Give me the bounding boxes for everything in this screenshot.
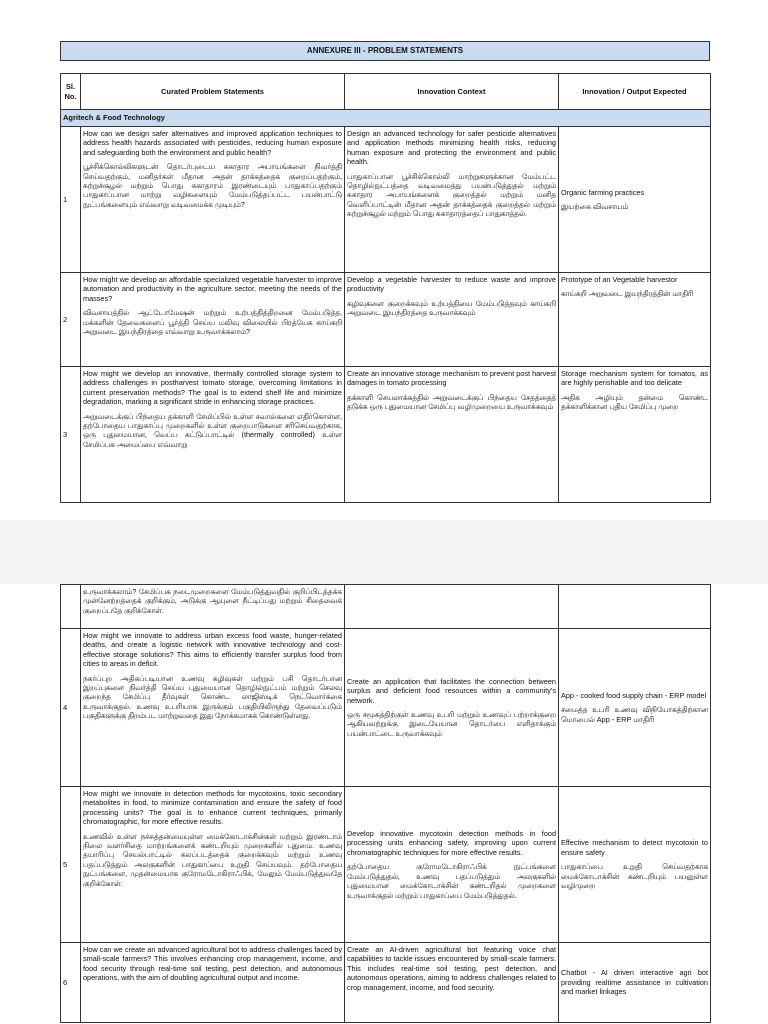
- output-cell: [559, 787, 711, 943]
- statement-english: How might we develop an innovative, thermally controlled storage system to address challenges in postharvest tomato storage, overcoming limitations in current preservation methods? The goal is to extend shelf life and minimize degradation, marking a significant stride in enhancing storage practices.: [83, 369, 342, 407]
- context-english: Create an innovative storage mechanism to prevent post harvest damages in tomato processing: [347, 369, 556, 388]
- statement-cell: [81, 943, 345, 1023]
- row-sl: 2: [61, 273, 81, 367]
- output-english: Organic farming practices: [561, 187, 645, 197]
- row-sl: 5: [61, 787, 81, 943]
- output-english: Effective mechanism to detect mycotoxin to ensure safety: [561, 838, 708, 857]
- output-tamil: இயற்கை விவசாயம்: [561, 202, 629, 211]
- statement-cell: [81, 585, 345, 629]
- header-statement: Curated Problem Statements: [81, 74, 345, 110]
- statement-tamil: பூச்சிக்கொல்லிகளுடன் தொடர்புடைய சுகாதார அபாயங்களை நிவர்த்தி செய்வதற்கும், மனிதர்கள் மீதான அதன் தாக்கத்தைக் குறைப்பதற்கும், சுற்றுச்சூழல் மற்றும் பொது சுகாதாரம் இரண்டையும் பாதுகாப்பதற்கும் பாதுகாப்பான மாற்று வழிகளையும் மேம்படுத்தப்பட்ட பயன்பாட்டு நுட்பங்களையும் எவ்வாறு வடிவமைக்க முடியும்?: [83, 162, 342, 209]
- section-row: [61, 110, 711, 127]
- row-sl: 3: [61, 367, 81, 503]
- output-english: Storage mechanism system for tomatos, as are highly perishable and too delicate: [561, 369, 708, 388]
- output-cell: [559, 273, 711, 367]
- output-tamil: காய்கறி அறுவடை இயந்திரத்தின் மாதிரி: [561, 289, 694, 299]
- context-cell: [345, 367, 559, 503]
- output-english: App - cooked food supply chain - ERP model: [561, 690, 707, 700]
- context-cell: [345, 787, 559, 943]
- context-cell: [345, 127, 559, 273]
- header-context: Innovation Context: [345, 74, 559, 110]
- output-tamil: சமைத்த உபரி உணவு விநியோகத்திற்கான மொபைல் App - ERP மாதிரி: [561, 705, 708, 724]
- section-title: Agritech & Food Technology: [61, 110, 711, 127]
- output-tamil: பாதுகாப்பை உறுதி செய்வதற்காக மைக்கோடாக்சின் கண்டறியும் பயனுள்ள வழிமுறை: [561, 862, 708, 891]
- statement-cell: [81, 629, 345, 787]
- table-row-continued: [61, 585, 711, 629]
- context-tamil: ஒரு சமூகத்திற்குள் உணவு உபரி மற்றும் உணவுப் பற்றாக்குறை ஆகியவற்றுக்கு இடையேயான தொடர்பை எளிதாக்கும் பயன்பாட்டை உருவாக்கவும்: [347, 710, 556, 738]
- statement-cell: [81, 127, 345, 273]
- table-row: [61, 787, 711, 943]
- table-row: [61, 127, 711, 273]
- statement-tamil: அறுவடைக்குப் பிந்தைய தக்காளி சேமிப்பில் உள்ள சவால்களை எதிர்கொள்ள, தற்போதைய பாதுகாப்பு முறைகளில் உள்ள குறைபாடுகளை சரிசெய்வதற்காக, ஒரு புதுமையான, வெப்ப கட்டுப்பாட்டில் (thermally controlled) உள்ள சேமிப்பக அமைப்பை எவ்வாறு: [83, 411, 342, 449]
- statement-tamil: உணவில் உள்ள நச்சுத்தன்மையுள்ள மைக்கோடாக்சின்கள் மற்றும் இரண்டாம் நிலை வளர்சிதை மாற்றங்களைக் கண்டறியும் முறைகளில் புதுமை. உணவு தயாரிப்பு செயல்பாட்டில் கலப்படத்தைக் குறைக்கவும் மற்றும் உணவு பதப்படுத்தும் அலகுகளின் பாதுகாப்பை உறுதி செய்யவும். தற்போதைய நுட்பங்களை, முதன்மையாக குரோமடோகிராஃபிக், மேலும் மேம்படுத்துவதே குறிக்கோள்.: [83, 831, 342, 888]
- output-cell: [559, 943, 711, 1023]
- output-cell: [559, 127, 711, 273]
- context-cell: [345, 273, 559, 367]
- output-english: Prototype of an Vegetable harvestor: [561, 275, 678, 284]
- row-sl: 4: [61, 629, 81, 787]
- problem-table-page-1: [60, 73, 711, 503]
- table-row: [61, 943, 711, 1023]
- output-cell: [559, 629, 711, 787]
- context-english: Create an application that facilitates the connection between surplus and deficient food resources within a community's network.: [347, 676, 556, 705]
- statement-english: How might we innovate in detection methods for mycotoxins, toxic secondary metabolites in food, to minimize contamination and ensure the safety of food processing units? The goal is to enhance current techniques, primarily chromatographic, for more effective results.: [83, 789, 342, 827]
- context-english: Develop a vegetable harvester to reduce waste and improve productivity: [347, 275, 556, 294]
- statement-tamil: விவசாயத்தில் ஆட்டோமேஷன் மற்றும் உற்பத்தித்திறனை மேம்படுத்த, மக்களின் தேவைகளைப் பூர்த்தி செய்ய மலிவு விலையில் பிரத்யேக காய்கறி அறுவடை இயந்திரத்தை எவ்வாறு உருவாக்கலாம்?: [83, 308, 342, 337]
- page-gap: [0, 520, 768, 584]
- table-row: [61, 629, 711, 787]
- context-tamil: கழிவுகளை குறைக்கவும் உற்பத்தியை மேம்படுத்தவும் காய்கறி அறுவடை இயந்திரத்தை உருவாக்கவும்: [347, 298, 556, 318]
- output-cell: [559, 367, 711, 503]
- statement-cell: [81, 787, 345, 943]
- statement-cell: [81, 367, 345, 503]
- context-cell: [345, 943, 559, 1023]
- output-tamil: அதிக அழியும் தன்மை கொண்ட தக்காளிக்கான புதிய சேமிப்பு முறை: [561, 392, 708, 412]
- statement-english: How can we create an advanced agricultural bot to address challenges faced by small-scale farmers? This involves enhancing crop management, income, and food security through real-time soil testing, pest detection, and autonomous operations, with the aim of doubling agricultural output and income.: [83, 945, 342, 983]
- table-header-row: [61, 74, 711, 110]
- row-sl: 1: [61, 127, 81, 273]
- context-tamil: தற்போதைய குரோமடோகிராஃபிக் நுட்பங்களை மேம்படுத்துதல், உணவு பதப்படுத்தும் அலகுகளில் புதுமையான மைக்கோடாக்சின் கண்டறிதல் முறைகளை உருவாக்குதல் மற்றும் பாதுகாப்பை மேம்படுத்துதல்.: [347, 862, 556, 900]
- context-tamil: பாதுகாப்பான பூச்சிக்கொல்லி மாற்றுகளுக்கான மேம்பட்ட தொழில்நுட்பத்தை வடிவமைத்து பயன்படுத்துதல் மற்றும் சுகாதார அபாயங்களைக் குறைத்தல் மற்றும் மனித வெளிப்பாட்டின் மீதான அதன் தாக்கத்தைக் குறைத்தல் மற்றும் சுற்றுச்சூழல் மற்றும் பொது சுகாதாரத்தைப் பாதுகாத்தல்.: [347, 171, 556, 219]
- statement-english: How can we design safer alternatives and improved application techniques to address health hazards associated with pesticides, reducing human exposure and safeguarding both the environment and public health?: [83, 129, 342, 157]
- output-cell-empty: [559, 585, 711, 629]
- context-cell-empty: [345, 585, 559, 629]
- table-row: [61, 367, 711, 503]
- context-tamil: தக்காளி செயலாக்கத்தில் அறுவடைக்குப் பிந்தைய சேதத்தைத் தடுக்க ஒரு புதுமையான சேமிப்பு வழிமுறையை உருவாக்கவும்: [347, 392, 556, 412]
- problem-table-page-2: [60, 584, 711, 1023]
- statement-english: How might we innovate to address urban excess food waste, hunger-related deaths, and create a logistic network with innovative technology and cost-effective storage solutions? This aims to efficiently transfer surplus food from cities to areas in deficit.: [83, 631, 342, 669]
- context-cell: [345, 629, 559, 787]
- row-sl-empty: [61, 585, 81, 629]
- header-output: Innovation / Output Expected: [559, 74, 711, 110]
- statement-cell: [81, 273, 345, 367]
- statement-tamil: நகர்ப்புற அதிகப்படியான உணவு கழிவுகள் மற்றும் பசி தொடர்பான இறப்புகளை நிவர்த்தி செய்ய புதுமையான தொழில்நுட்பம் மற்றும் செலவு குறைந்த சேமிப்பு தீர்வுகள் கொண்ட லாஜிஸ்டிக் நெட்வொர்க்கை உருவாக்குதல். உணவு உபரியாக இருக்கும் பகுதியிலிருந்து தேவைப்படும் பகுதிகளுக்கு திறம்பட மாற்றுவதை இது நோக்கமாகக் கொண்டுள்ளது.: [83, 673, 342, 721]
- table-row: [61, 273, 711, 367]
- context-english: Design an advanced technology for safer pesticide alternatives and application methods minimizing health risks, reducing human exposure and protecting the environment and public health.: [347, 129, 556, 167]
- header-sl: Sl. No.: [61, 74, 81, 110]
- context-english: Create an AI-driven agricultural bot featuring voice chat capabilities to tackle issues encountered by small-scale farmers. This includes real-time soil testing, pest detection, and autonomous operations, aiming to address challenges related to crop management, income, and food security.: [347, 945, 556, 992]
- output-english: Chatbot - AI driven interactive agri bot providing realtime assistance in cultivation and market linkages: [561, 968, 708, 997]
- statement-tamil-continued: உருவாக்கலாம்? சேமிப்பக நடைமுறைகளை மேம்படுத்துவதில் குறிப்பிடத்தக்க முன்னேற்றத்தைக் குறிக்கும், அடுக்கு ஆயுளை நீட்டிப்பது மற்றும் சிதைவைக் குறைப்பதே குறிக்கோள்.: [83, 587, 342, 615]
- page-2: [0, 584, 768, 1024]
- annexure-title: ANNEXURE III - PROBLEM STATEMENTS: [60, 41, 710, 61]
- row-sl: 6: [61, 943, 81, 1023]
- context-english: Develop innovative mycotoxin detection methods in food processing units enhancing safety, improving upon current chromatographic techniques for more effective results.: [347, 829, 556, 857]
- statement-english: How might we develop an affordable specialized vegetable harvester to improve automation and productivity in the agriculture sector, meeting the needs of the masses?: [83, 275, 342, 303]
